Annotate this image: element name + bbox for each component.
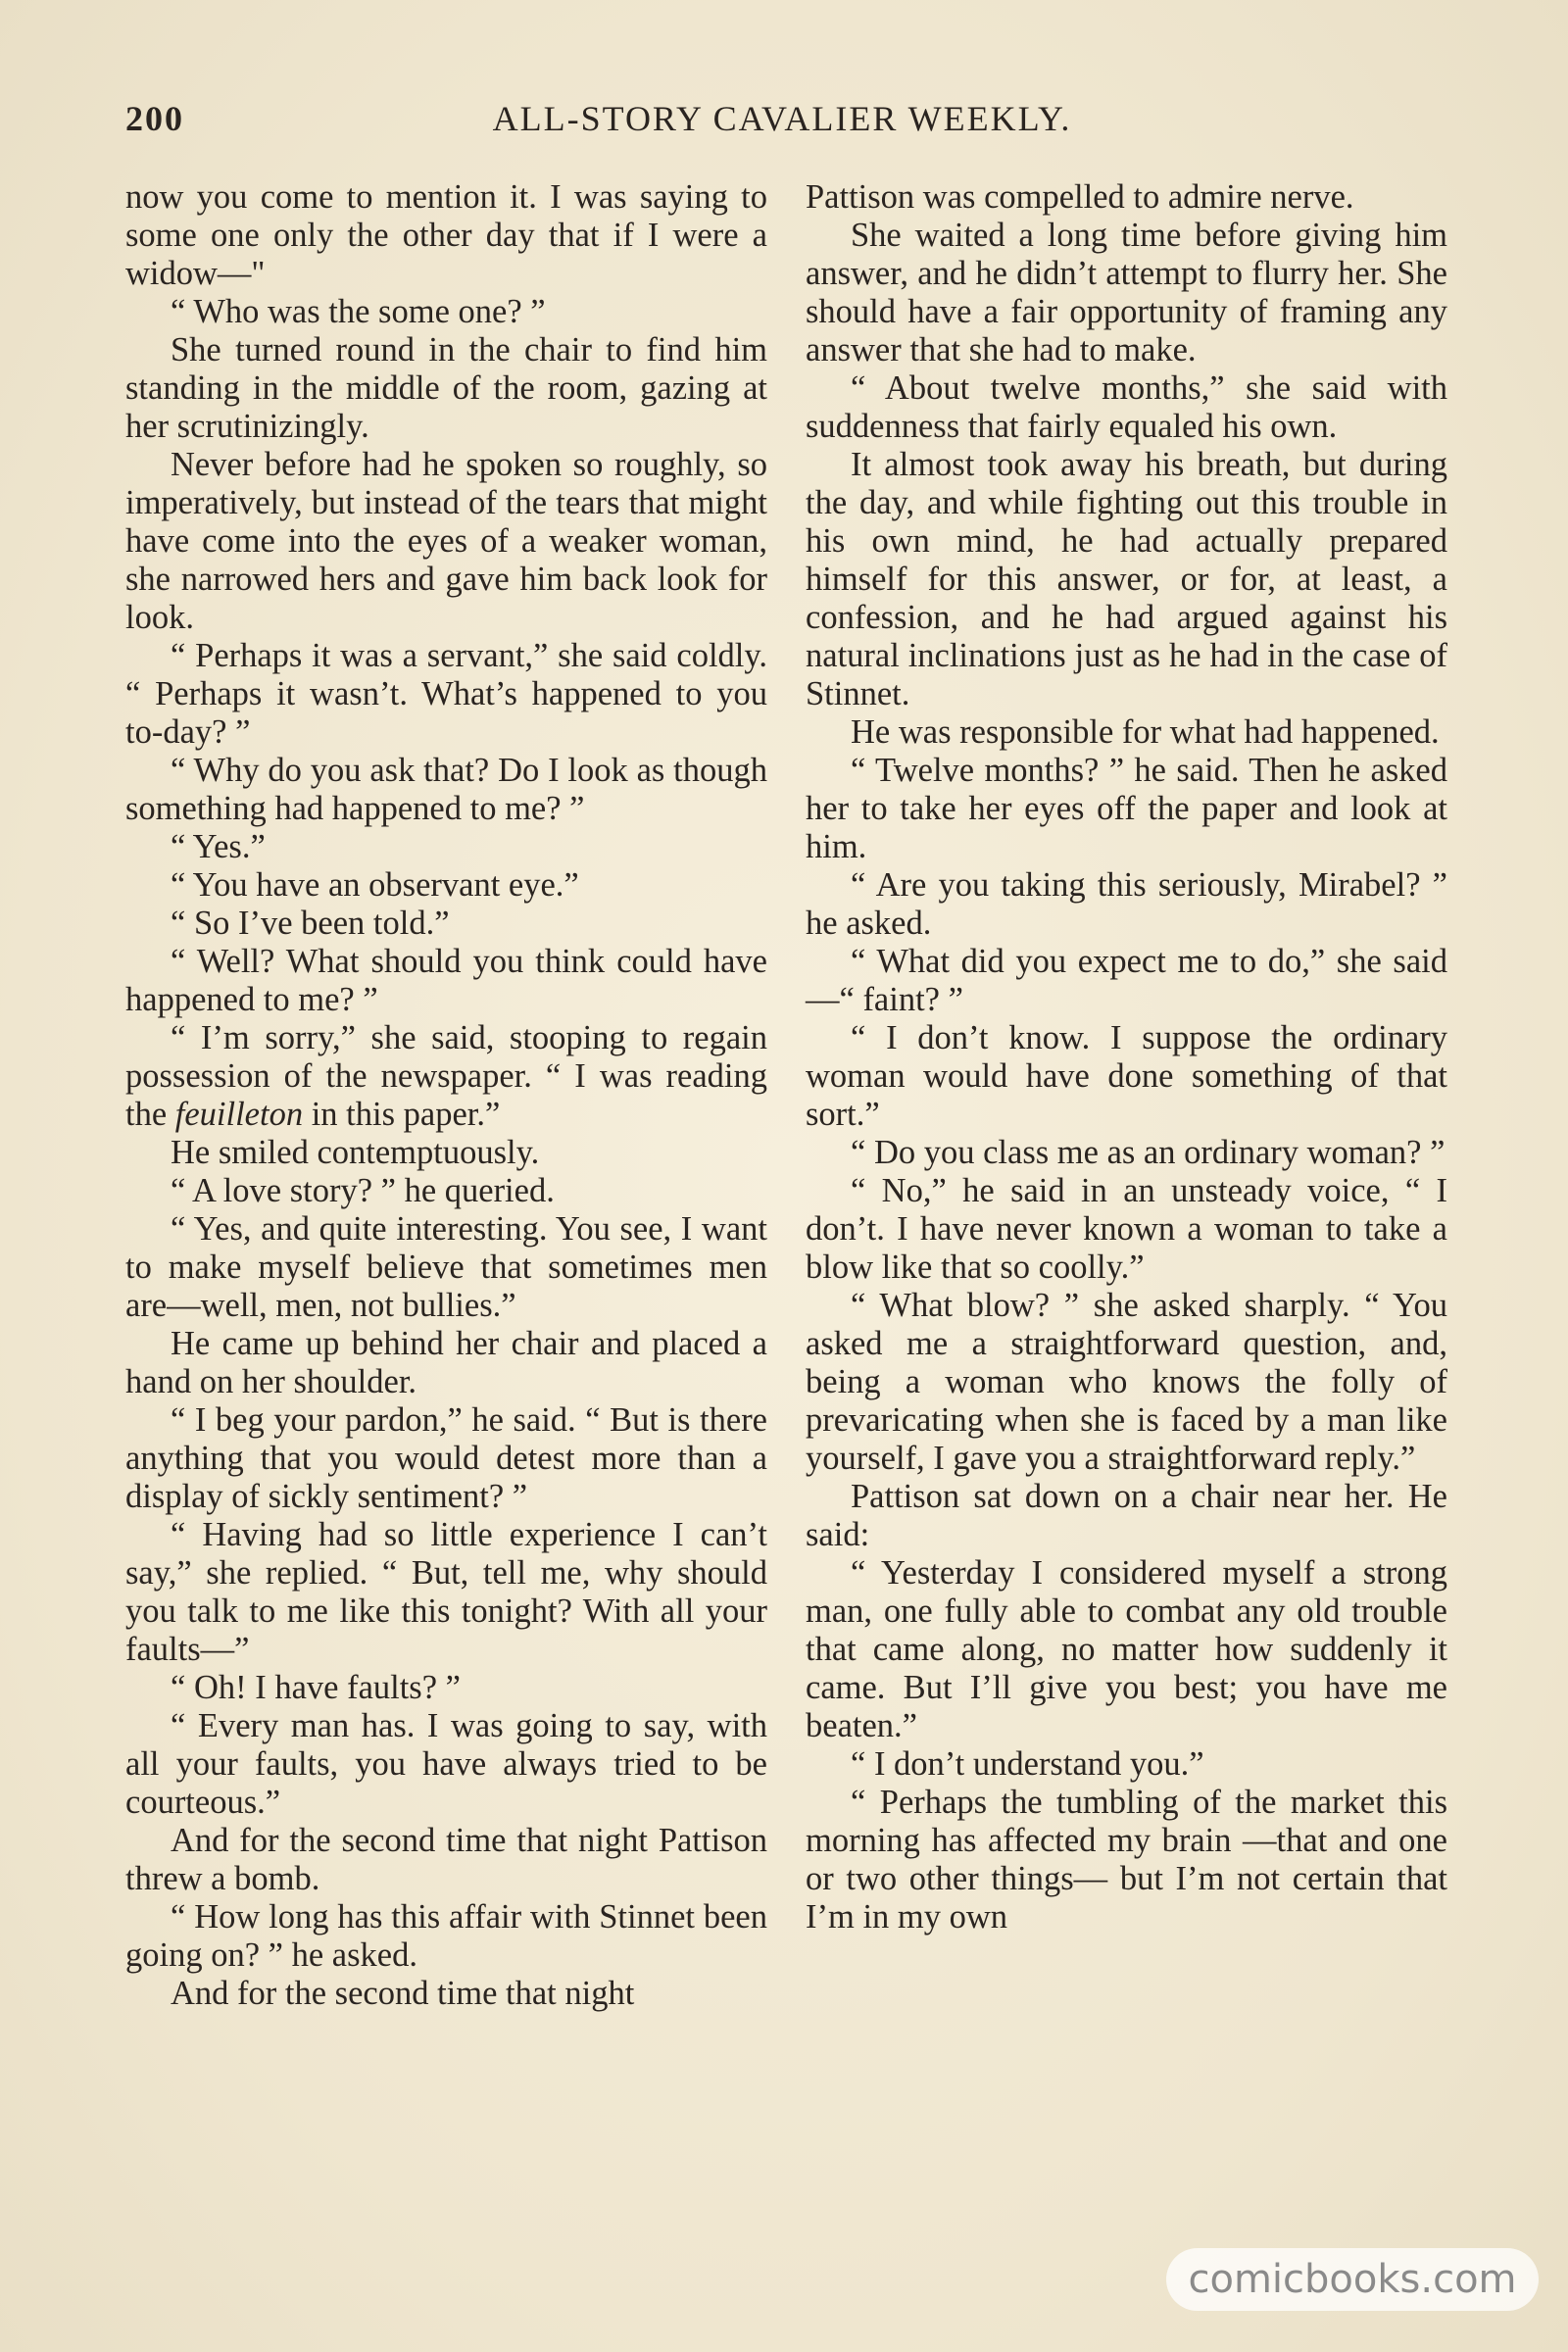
paragraph: “ I beg your pardon,” he said. “ But is there anything that you would detest more than a display of sickly sentiment? ” <box>125 1401 767 1515</box>
paragraph: “ Perhaps it was a servant,” she said coldly. “ Perhaps it wasn’t. What’s happened to you to-day? ” <box>125 637 767 751</box>
paragraph: “ I don’t understand you.” <box>851 1745 1204 1783</box>
paragraph: He came up behind her chair and placed a hand on her shoulder. <box>125 1325 767 1400</box>
paragraph: “ Yesterday I considered myself a strong man, one fully able to combat any old trouble that came along, no matter how suddenly it came. But I’ll give you best; you have me beaten.” <box>806 1554 1447 1744</box>
paragraph: “ Perhaps the tumbling of the market this morning has affected my brain —that and one or two other things— but I’m not certain that I’m in my own <box>806 1784 1447 1936</box>
paragraph: “ Are you taking this seriously, Mirabel? ” he asked. <box>806 866 1447 942</box>
page-number: 200 <box>125 99 184 138</box>
italic-word: feuilleton <box>174 1096 304 1133</box>
paragraph: And for the second time that night Pattison threw a bomb. <box>125 1822 767 1897</box>
paragraph: “ Why do you ask that? Do I look as though something had happened to me? ” <box>125 752 767 827</box>
paragraph: It almost took away his breath, but during the day, and while fighting out this trouble in his own mind, he had actually prepared himself for this answer, or for, at least, a confession, and he had argued against his natural inclinations just as he had in the case of Stinnet. <box>806 446 1447 712</box>
paragraph: Never before had he spoken so roughly, so imperatively, but instead of the tears that might have come into the eyes of a weaker woman, she narrowed hers and gave him back look for look. <box>125 446 767 636</box>
paragraph: “ A love story? ” he queried. <box>171 1172 555 1209</box>
paragraph: now you come to mention it. I was saying to some one only the other day that if I were a widow—" <box>125 178 767 292</box>
paragraph: She waited a long time before giving him answer, and he didn’t attempt to flurry her. She should have a fair opportunity of framing any answer that she had to make. <box>806 217 1447 368</box>
paragraph: “ Who was the some one? ” <box>171 293 546 330</box>
paragraph: He smiled contemptuously. <box>171 1134 540 1171</box>
paragraph: “ So I’ve been told.” <box>171 905 450 942</box>
page-header <box>125 98 1439 147</box>
paragraph: “ What blow? ” she asked sharply. “ You asked me a straightforward question, and, being a woman who knows the folly of prevaricating when she is faced by a man like yourself, I gave you a straightforward reply.” <box>806 1287 1447 1477</box>
paragraph: “ Yes.” <box>171 828 266 865</box>
paragraph: “ You have an observant eye.” <box>171 866 579 904</box>
paragraph-text-end: in this paper.” <box>303 1096 501 1133</box>
left-column <box>125 178 767 2013</box>
paragraph: “ Well? What should you think could have happened to me? ” <box>125 943 767 1018</box>
paragraph: “ Do you class me as an ordinary woman? ” <box>851 1134 1446 1171</box>
running-title: ALL-STORY CAVALIER WEEKLY. <box>492 99 1072 138</box>
paragraph: “ Every man has. I was going to say, with all your faults, you have always tried to be courteous.” <box>125 1707 767 1821</box>
paragraph: “ No,” he said in an unsteady voice, “ I don’t. I have never known a woman to take a blow like that so coolly.” <box>806 1172 1447 1286</box>
paragraph: “ Twelve months? ” he said. Then he asked her to take her eyes off the paper and look at him. <box>806 752 1447 865</box>
paragraph: “ Yes, and quite interesting. You see, I want to make myself believe that sometimes men are—well, men, not bullies.” <box>125 1210 767 1324</box>
paragraph: She turned round in the chair to find him standing in the middle of the room, gazing at her scrutinizingly. <box>125 331 767 445</box>
paragraph: “ About twelve months,” she said with suddenness that fairly equaled his own. <box>806 369 1447 445</box>
paragraph: “ What did you expect me to do,” she said—“ faint? ” <box>806 943 1447 1018</box>
paragraph: “ How long has this affair with Stinnet been going on? ” he asked. <box>125 1898 767 1974</box>
paragraph <box>125 1019 767 1134</box>
paragraph: Pattison sat down on a chair near her. He said: <box>806 1478 1447 1553</box>
paragraph: “ Oh! I have faults? ” <box>171 1669 461 1706</box>
paragraph: “ Having had so little experience I can’t say,” she replied. “ But, tell me, why should you talk to me like this tonight? With all your faults—” <box>125 1516 767 1668</box>
right-column <box>806 178 1447 1936</box>
watermark: comicbooks.com <box>1166 2248 1539 2311</box>
paragraph: And for the second time that night <box>171 1975 635 2012</box>
paragraph: He was responsible for what had happened. <box>851 713 1440 751</box>
paragraph: Pattison was compelled to admire nerve. <box>806 178 1354 216</box>
paragraph: “ I don’t know. I suppose the ordinary woman would have done something of that sort.” <box>806 1019 1447 1133</box>
paragraph-text: “ I’m sorry,” she said, stooping to regain possession of the newspaper. “ I was reading the <box>125 1019 767 1133</box>
